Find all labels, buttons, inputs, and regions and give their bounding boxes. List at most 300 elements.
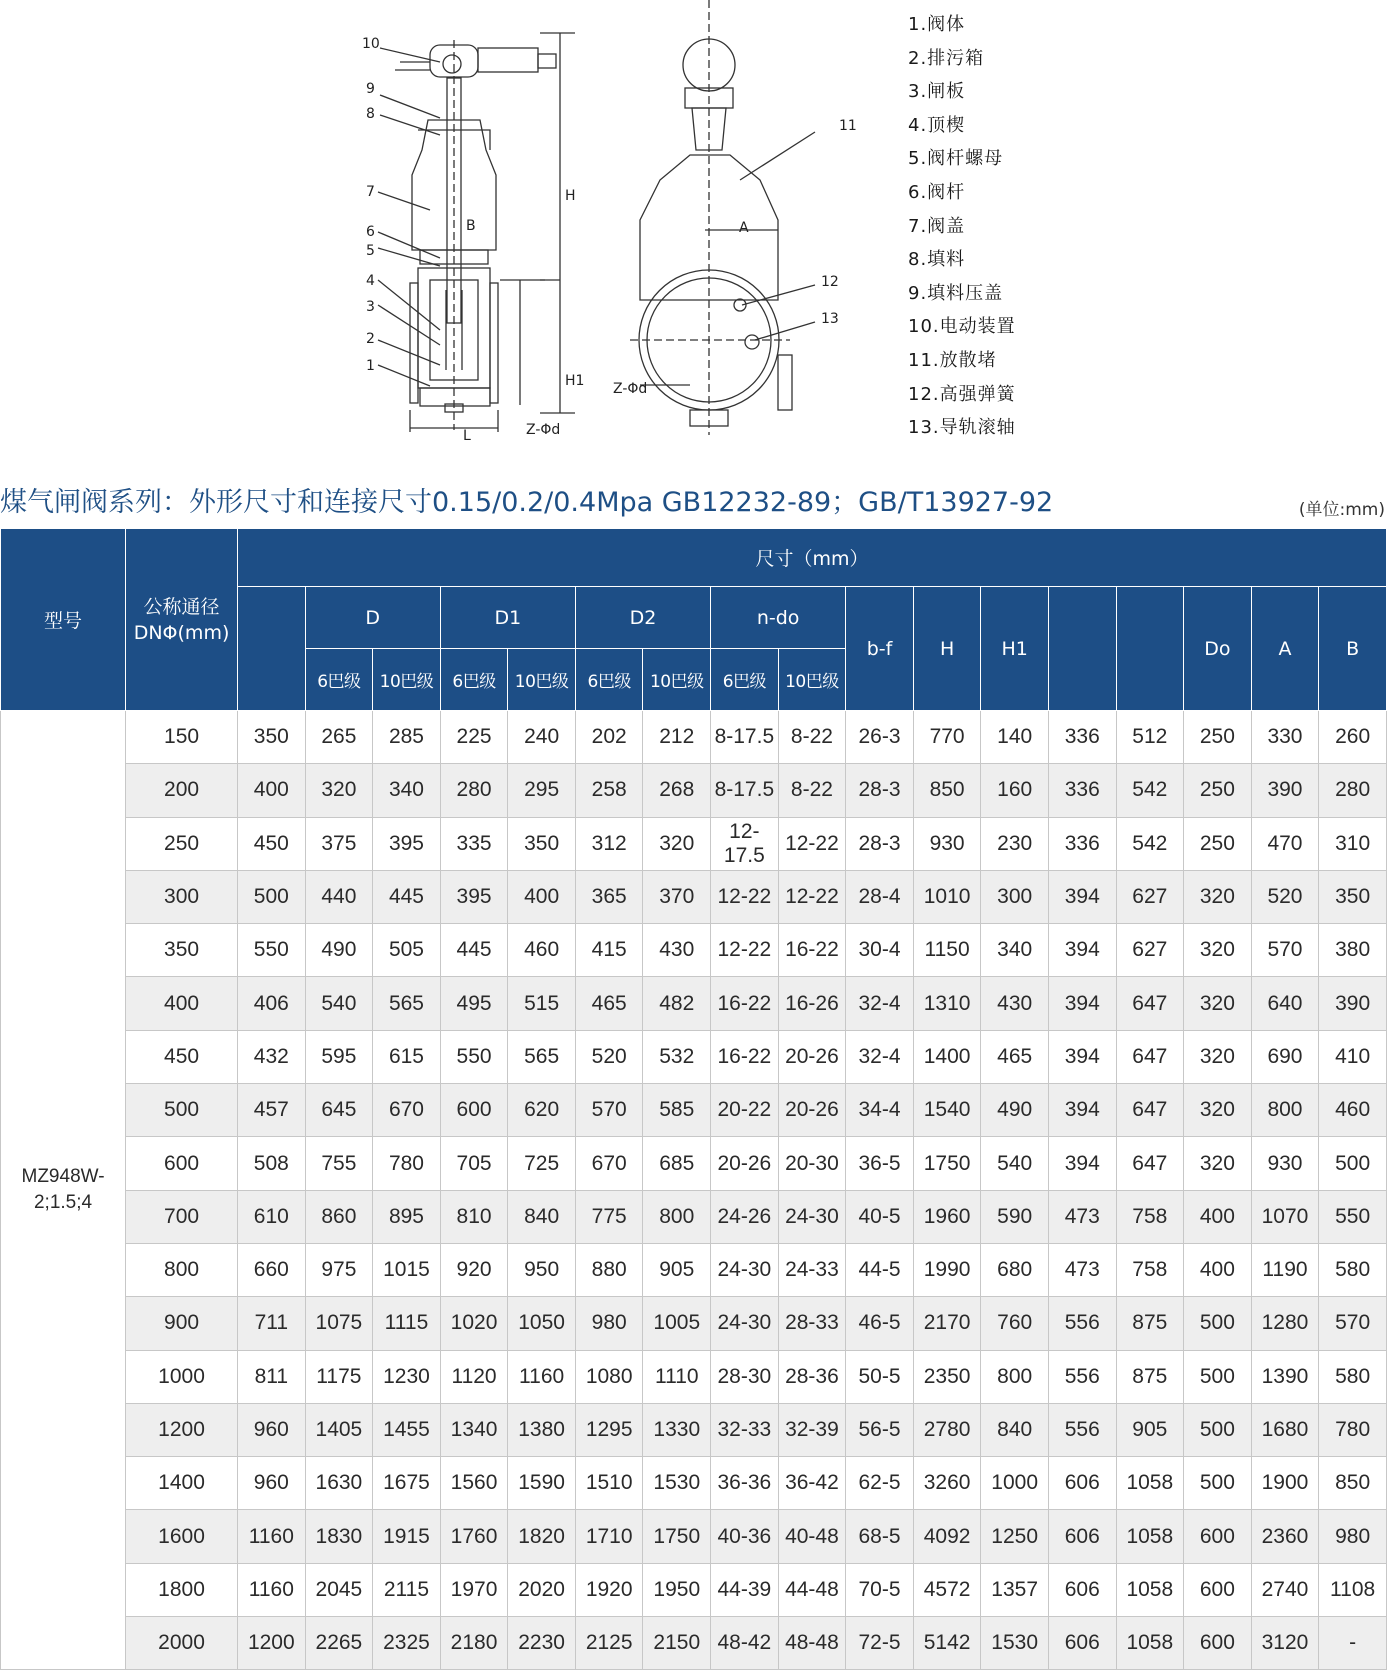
table-cell: 8-22	[778, 764, 846, 817]
header-pn10: 10巴级	[373, 649, 441, 711]
table-row	[1, 1457, 1387, 1510]
table-cell: 1015	[373, 1243, 441, 1296]
table-cell: 390	[1251, 764, 1319, 817]
table-cell: 200	[126, 764, 238, 817]
table-cell: 44-48	[778, 1563, 846, 1616]
table-cell: 320	[305, 764, 373, 817]
header-blank	[1048, 587, 1116, 711]
table-cell: 34-4	[846, 1084, 914, 1137]
table-cell: 930	[913, 817, 981, 870]
table-cell: 780	[373, 1137, 441, 1190]
legend-item: 10.电动装置	[908, 316, 1016, 338]
table-cell: 30-4	[846, 924, 914, 977]
table-cell: 250	[1184, 711, 1252, 764]
table-cell: 1560	[440, 1457, 508, 1510]
table-cell: 2360	[1251, 1510, 1319, 1563]
table-row	[1, 1510, 1387, 1563]
table-cell: 1310	[913, 977, 981, 1030]
table-cell: 1200	[126, 1403, 238, 1456]
table-cell: 28-33	[778, 1297, 846, 1350]
table-cell: 647	[1116, 1084, 1184, 1137]
table-cell: 585	[643, 1084, 711, 1137]
table-cell: 1280	[1251, 1297, 1319, 1350]
header-bf: b-f	[846, 587, 914, 711]
table-cell: 473	[1048, 1190, 1116, 1243]
table-cell: 2325	[373, 1617, 441, 1670]
table-cell: 1110	[643, 1350, 711, 1403]
table-cell: 336	[1048, 817, 1116, 870]
table-cell: 400	[126, 977, 238, 1030]
table-cell: 68-5	[846, 1510, 914, 1563]
table-cell: 755	[305, 1137, 373, 1190]
table-cell: 508	[238, 1137, 306, 1190]
table-cell: 1710	[575, 1510, 643, 1563]
header-A: A	[1251, 587, 1319, 711]
table-cell: 980	[1319, 1510, 1387, 1563]
dimension-label: H	[565, 188, 576, 204]
table-cell: 810	[440, 1190, 508, 1243]
legend-item: 8.填料	[908, 249, 966, 271]
part-label: 4	[366, 273, 375, 289]
table-cell: 8-17.5	[711, 711, 779, 764]
table-cell: 1357	[981, 1563, 1049, 1616]
left-view-drawing	[378, 33, 575, 432]
table-cell: 1120	[440, 1350, 508, 1403]
table-cell: 556	[1048, 1403, 1116, 1456]
table-cell: 542	[1116, 764, 1184, 817]
header-H: H	[913, 587, 981, 711]
table-cell: 470	[1251, 817, 1319, 870]
table-cell: 32-4	[846, 1030, 914, 1083]
table-cell: 1900	[1251, 1457, 1319, 1510]
table-cell: 580	[1319, 1243, 1387, 1296]
table-cell: 700	[126, 1190, 238, 1243]
table-cell: 850	[913, 764, 981, 817]
table-cell: 520	[1251, 870, 1319, 923]
table-row	[1, 711, 1387, 764]
table-cell: 1058	[1116, 1510, 1184, 1563]
header-H1: H1	[981, 587, 1049, 711]
table-cell: 2000	[126, 1617, 238, 1670]
table-row	[1, 764, 1387, 817]
table-cell: 394	[1048, 1137, 1116, 1190]
table-cell: 920	[440, 1243, 508, 1296]
table-cell: 565	[508, 1030, 576, 1083]
table-cell: 540	[981, 1137, 1049, 1190]
table-cell: 556	[1048, 1350, 1116, 1403]
table-cell: 2265	[305, 1617, 373, 1670]
table-cell: 950	[508, 1243, 576, 1296]
table-cell: 1530	[981, 1617, 1049, 1670]
table-cell: 390	[1319, 977, 1387, 1030]
table-cell: 2180	[440, 1617, 508, 1670]
table-cell: 457	[238, 1084, 306, 1137]
table-cell: 500	[1184, 1297, 1252, 1350]
table-cell: 20-26	[778, 1030, 846, 1083]
model-cell: MZ948W- 2;1.5;4	[1, 711, 126, 1670]
table-cell: 365	[575, 870, 643, 923]
table-cell: 445	[440, 924, 508, 977]
table-cell: 1020	[440, 1297, 508, 1350]
table-cell: 1600	[126, 1510, 238, 1563]
table-cell: 400	[1184, 1243, 1252, 1296]
header-D1: D1	[440, 587, 575, 649]
table-cell: 800	[126, 1243, 238, 1296]
table-cell: 556	[1048, 1297, 1116, 1350]
table-cell: 505	[373, 924, 441, 977]
table-row	[1, 817, 1387, 870]
table-cell: 320	[1184, 870, 1252, 923]
table-cell: 36-42	[778, 1457, 846, 1510]
table-cell: 565	[373, 977, 441, 1030]
table-cell: 1760	[440, 1510, 508, 1563]
table-cell: 1230	[373, 1350, 441, 1403]
table-cell: 16-22	[711, 977, 779, 1030]
table-cell: 20-30	[778, 1137, 846, 1190]
table-cell: 36-36	[711, 1457, 779, 1510]
table-cell: 394	[1048, 977, 1116, 1030]
table-cell: 48-48	[778, 1617, 846, 1670]
table-cell: 647	[1116, 1137, 1184, 1190]
table-row	[1, 1617, 1387, 1670]
table-cell: 660	[238, 1243, 306, 1296]
table-cell: 500	[238, 870, 306, 923]
dimension-label: B	[466, 218, 476, 234]
table-cell: 32-39	[778, 1403, 846, 1456]
legend-item: 11.放散堵	[908, 349, 997, 371]
table-row	[1, 1563, 1387, 1616]
legend-item: 2.排污箱	[908, 47, 985, 69]
table-cell: 250	[1184, 817, 1252, 870]
table-cell: 465	[981, 1030, 1049, 1083]
table-cell: 230	[981, 817, 1049, 870]
table-cell: 285	[373, 711, 441, 764]
table-row	[1, 1350, 1387, 1403]
table-cell: 800	[1251, 1084, 1319, 1137]
table-cell: 1915	[373, 1510, 441, 1563]
legend-item: 3.闸板	[908, 81, 966, 103]
table-cell: 28-4	[846, 870, 914, 923]
table-cell: 320	[1184, 1030, 1252, 1083]
table-cell: 4572	[913, 1563, 981, 1616]
table-cell: 350	[508, 817, 576, 870]
table-cell: 690	[1251, 1030, 1319, 1083]
table-cell: 600	[1184, 1510, 1252, 1563]
table-cell: 670	[373, 1084, 441, 1137]
table-cell: 600	[440, 1084, 508, 1137]
table-cell: 400	[238, 764, 306, 817]
table-cell: 24-30	[711, 1243, 779, 1296]
table-cell: 20-26	[711, 1137, 779, 1190]
table-cell: 930	[1251, 1137, 1319, 1190]
table-cell: 3260	[913, 1457, 981, 1510]
table-cell: 16-22	[711, 1030, 779, 1083]
legend-item: 1.阀体	[908, 14, 966, 35]
table-cell: 32-33	[711, 1403, 779, 1456]
table-cell: 640	[1251, 977, 1319, 1030]
table-cell: 406	[238, 977, 306, 1030]
table-cell: 24-30	[778, 1190, 846, 1243]
right-view-drawing	[630, 0, 815, 435]
table-cell: 615	[373, 1030, 441, 1083]
table-cell: 320	[643, 817, 711, 870]
table-cell: 1405	[305, 1403, 373, 1456]
table-cell: 1115	[373, 1297, 441, 1350]
table-cell: 1050	[508, 1297, 576, 1350]
header-blank	[238, 587, 306, 711]
table-cell: 394	[1048, 924, 1116, 977]
dimension-label: H1	[565, 373, 585, 389]
table-row	[1, 1297, 1387, 1350]
table-cell: 375	[305, 817, 373, 870]
table-cell: 1950	[643, 1563, 711, 1616]
table-cell: 1340	[440, 1403, 508, 1456]
table-cell: 600	[1184, 1563, 1252, 1616]
table-cell: 550	[1319, 1190, 1387, 1243]
table-cell: 600	[1184, 1617, 1252, 1670]
table-cell: 645	[305, 1084, 373, 1137]
table-cell: 2020	[508, 1563, 576, 1616]
table-cell: 350	[126, 924, 238, 977]
table-cell: 1070	[1251, 1190, 1319, 1243]
table-cell: 465	[575, 977, 643, 1030]
table-cell: 1330	[643, 1403, 711, 1456]
table-cell: 32-4	[846, 977, 914, 1030]
table-cell: 330	[1251, 711, 1319, 764]
table-cell: 1630	[305, 1457, 373, 1510]
table-cell: 432	[238, 1030, 306, 1083]
table-cell: 595	[305, 1030, 373, 1083]
table-cell: 1058	[1116, 1563, 1184, 1616]
table-cell: 900	[126, 1297, 238, 1350]
table-cell: 2780	[913, 1403, 981, 1456]
table-cell: 490	[981, 1084, 1049, 1137]
table-cell: 1590	[508, 1457, 576, 1510]
table-cell: 394	[1048, 1030, 1116, 1083]
header-pn10: 10巴级	[643, 649, 711, 711]
table-cell: 1540	[913, 1084, 981, 1137]
table-row	[1, 1137, 1387, 1190]
table-cell: 725	[508, 1137, 576, 1190]
table-cell: 500	[1184, 1457, 1252, 1510]
table-cell: 16-26	[778, 977, 846, 1030]
header-pn6: 6巴级	[711, 649, 779, 711]
table-cell: 1175	[305, 1350, 373, 1403]
table-cell: 395	[440, 870, 508, 923]
table-cell: 500	[1184, 1403, 1252, 1456]
table-cell: 905	[1116, 1403, 1184, 1456]
table-cell: 1380	[508, 1403, 576, 1456]
table-cell: 1160	[238, 1510, 306, 1563]
table-cell: 12-22	[711, 870, 779, 923]
table-cell: 40-48	[778, 1510, 846, 1563]
header-model: 型号	[1, 529, 126, 711]
table-cell: 50-5	[846, 1350, 914, 1403]
table-cell: 570	[1251, 924, 1319, 977]
table-cell: 770	[913, 711, 981, 764]
table-cell: 1390	[1251, 1350, 1319, 1403]
table-cell: 312	[575, 817, 643, 870]
table-cell: 400	[508, 870, 576, 923]
table-cell: 1820	[508, 1510, 576, 1563]
table-row	[1, 1403, 1387, 1456]
table-cell: 320	[1184, 1137, 1252, 1190]
table-cell: 250	[1184, 764, 1252, 817]
table-cell: 1075	[305, 1297, 373, 1350]
table-cell: 550	[238, 924, 306, 977]
table-cell: 1000	[126, 1350, 238, 1403]
table-cell: 875	[1116, 1297, 1184, 1350]
table-cell: 500	[1184, 1350, 1252, 1403]
dimension-label: A	[739, 220, 749, 236]
table-cell: 1750	[913, 1137, 981, 1190]
table-cell: 1160	[508, 1350, 576, 1403]
table-cell: 430	[643, 924, 711, 977]
table-cell: 980	[575, 1297, 643, 1350]
table-cell: 760	[981, 1297, 1049, 1350]
table-cell: 627	[1116, 924, 1184, 977]
table-cell: 1510	[575, 1457, 643, 1510]
table-cell: 2115	[373, 1563, 441, 1616]
table-cell: 627	[1116, 870, 1184, 923]
table-cell: 960	[238, 1457, 306, 1510]
table-cell: 265	[305, 711, 373, 764]
table-row	[1, 977, 1387, 1030]
table-cell: 280	[1319, 764, 1387, 817]
table-cell: 490	[305, 924, 373, 977]
table-cell: 2230	[508, 1617, 576, 1670]
table-cell: 335	[440, 817, 508, 870]
table-cell: 340	[981, 924, 1049, 977]
legend-item: 4.顶楔	[908, 114, 966, 136]
table-cell: 1160	[238, 1563, 306, 1616]
part-label: 12	[821, 274, 839, 290]
table-cell: 680	[981, 1243, 1049, 1296]
part-label: 11	[839, 118, 857, 134]
table-cell: 600	[126, 1137, 238, 1190]
table-cell: 1150	[913, 924, 981, 977]
part-label: 3	[366, 299, 375, 315]
dimension-label: L	[463, 428, 471, 444]
table-cell: 445	[373, 870, 441, 923]
table-cell: 250	[126, 817, 238, 870]
table-cell: 580	[1319, 1350, 1387, 1403]
header-dn: 公称通径 DNΦ(mm)	[126, 529, 238, 711]
table-cell: 1680	[1251, 1403, 1319, 1456]
table-cell: 28-3	[846, 764, 914, 817]
table-cell: 758	[1116, 1243, 1184, 1296]
table-row	[1, 870, 1387, 923]
table-cell: 606	[1048, 1563, 1116, 1616]
table-cell: 473	[1048, 1243, 1116, 1296]
table-cell: 56-5	[846, 1403, 914, 1456]
table-cell: 62-5	[846, 1457, 914, 1510]
table-cell: 72-5	[846, 1617, 914, 1670]
table-cell: 550	[440, 1030, 508, 1083]
table-cell: 1400	[913, 1030, 981, 1083]
table-cell: 2125	[575, 1617, 643, 1670]
table-cell: 450	[126, 1030, 238, 1083]
part-label: 5	[366, 243, 375, 259]
table-cell: 1005	[643, 1297, 711, 1350]
table-cell: 840	[508, 1190, 576, 1243]
table-cell: 520	[575, 1030, 643, 1083]
table-cell: 880	[575, 1243, 643, 1296]
table-cell: 460	[1319, 1084, 1387, 1137]
header-pn10: 10巴级	[508, 649, 576, 711]
table-cell: 46-5	[846, 1297, 914, 1350]
header-blank	[1116, 587, 1184, 711]
legend-item: 5.阀杆螺母	[908, 148, 1004, 170]
table-cell: 295	[508, 764, 576, 817]
table-cell: 1750	[643, 1510, 711, 1563]
table-cell: 336	[1048, 711, 1116, 764]
table-cell: 460	[508, 924, 576, 977]
table-cell: 350	[238, 711, 306, 764]
table-cell: 160	[981, 764, 1049, 817]
part-label: 6	[366, 224, 375, 240]
table-cell: 960	[238, 1403, 306, 1456]
table-cell: 1455	[373, 1403, 441, 1456]
table-cell: 500	[1319, 1137, 1387, 1190]
table-cell: 975	[305, 1243, 373, 1296]
table-cell: 1058	[1116, 1617, 1184, 1670]
table-cell: 1530	[643, 1457, 711, 1510]
table-cell: 590	[981, 1190, 1049, 1243]
table-cell: 1295	[575, 1403, 643, 1456]
table-cell: 1960	[913, 1190, 981, 1243]
table-cell: 1000	[981, 1457, 1049, 1510]
table-cell: 850	[1319, 1457, 1387, 1510]
table-cell: 370	[643, 870, 711, 923]
table-cell: 542	[1116, 817, 1184, 870]
table-cell: 1800	[126, 1563, 238, 1616]
table-cell: 320	[1184, 1084, 1252, 1137]
table-cell: 320	[1184, 924, 1252, 977]
table-cell: 40-5	[846, 1190, 914, 1243]
table-cell: 800	[643, 1190, 711, 1243]
part-label: 7	[366, 184, 375, 200]
header-Do: Do	[1184, 587, 1252, 711]
table-cell: 450	[238, 817, 306, 870]
dimension-table	[0, 528, 1387, 1670]
table-cell: 440	[305, 870, 373, 923]
table-cell: 320	[1184, 977, 1252, 1030]
table-cell: 1250	[981, 1510, 1049, 1563]
table-body	[1, 711, 1387, 1670]
table-cell: 300	[981, 870, 1049, 923]
table-header	[1, 529, 1387, 711]
table-cell: 394	[1048, 870, 1116, 923]
table-cell: 685	[643, 1137, 711, 1190]
table-cell: 895	[373, 1190, 441, 1243]
table-cell: 875	[1116, 1350, 1184, 1403]
table-cell: 44-5	[846, 1243, 914, 1296]
table-cell: 20-26	[778, 1084, 846, 1137]
table-row	[1, 1030, 1387, 1083]
part-label: 10	[362, 36, 380, 52]
table-cell: 1190	[1251, 1243, 1319, 1296]
table-cell: 260	[1319, 711, 1387, 764]
table-cell: 532	[643, 1030, 711, 1083]
table-cell: 212	[643, 711, 711, 764]
header-D2: D2	[575, 587, 710, 649]
table-cell: 24-33	[778, 1243, 846, 1296]
table-cell: 1675	[373, 1457, 441, 1510]
header-ndo: n-do	[711, 587, 846, 649]
table-cell: 705	[440, 1137, 508, 1190]
table-cell: 800	[981, 1350, 1049, 1403]
